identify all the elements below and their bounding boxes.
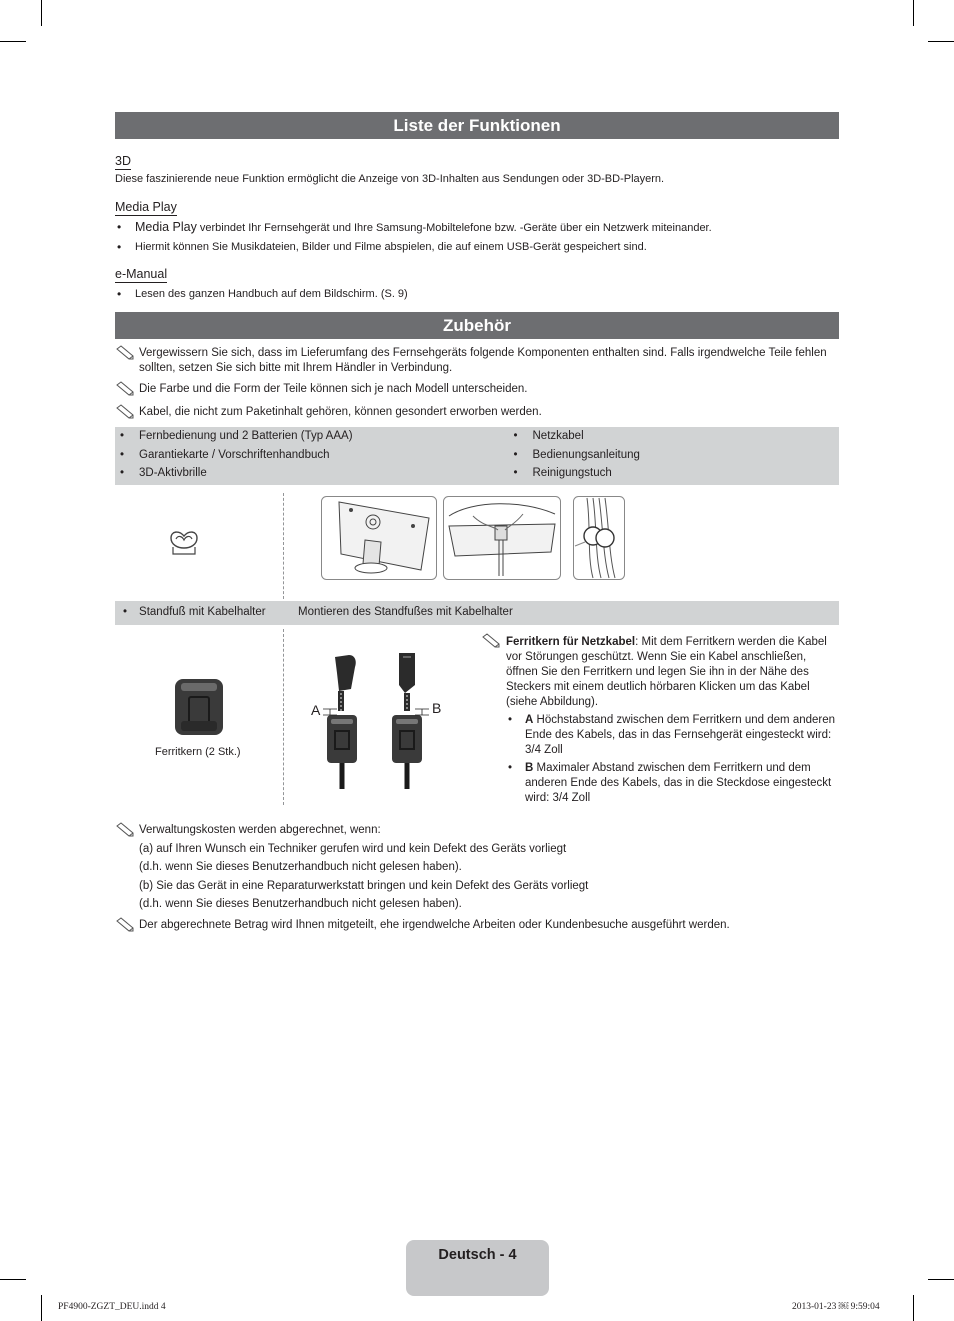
note xyxy=(115,346,839,376)
ferrite-cable-image xyxy=(307,651,447,789)
pencil-note-icon xyxy=(115,345,135,361)
bullet-text: Lesen des ganzen Handbuch auf dem Bildschirm. (S. 9) xyxy=(135,288,408,300)
note-text: Vergewissern Sie sich, dass im Lieferumfang des Fernsehgeräts folgende Komponenten enthalten sind. Falls irgendwelche Teile fehlen sollten, setzen Sie sich bitte mit Ihrem Händler in Verbindung. xyxy=(139,347,827,374)
stand-mount-step3-image xyxy=(573,496,625,580)
list-item xyxy=(115,285,839,304)
divider xyxy=(283,493,284,599)
feature-bullets xyxy=(115,218,839,257)
accessory-col-right xyxy=(446,427,840,483)
stand-label: • Standfuß mit Kabelhalter xyxy=(123,606,266,618)
crop-mark xyxy=(928,1279,954,1280)
feature-e-manual xyxy=(115,257,839,304)
divider xyxy=(283,629,284,805)
list-item: • Reinigungstuch xyxy=(509,464,840,483)
crop-mark xyxy=(0,41,26,42)
ferrite-note xyxy=(481,635,839,710)
ferrite-caption: Ferritkern (2 Stk.) xyxy=(155,745,241,758)
cable-holder-icon xyxy=(166,528,202,560)
stand-caption-row xyxy=(115,601,839,625)
ferrite-title: Ferritkern für Netzkabel xyxy=(506,635,636,648)
bullet-strong: Media Play xyxy=(135,220,197,234)
crop-mark xyxy=(0,1279,26,1280)
costs-section xyxy=(115,823,839,933)
list-item: • Netzkabel xyxy=(509,427,840,446)
feature-title: e-Manual xyxy=(115,267,168,281)
list-item xyxy=(115,218,839,238)
bullet-strong: A xyxy=(525,713,534,726)
feature-media-play xyxy=(115,187,839,257)
list-item: • Garantiekarte / Vorschriftenhandbuch xyxy=(115,446,446,465)
ferrite-bullets xyxy=(481,713,839,806)
list-item xyxy=(115,238,839,257)
note xyxy=(115,918,839,933)
list-item: • Bedienungsanleitung xyxy=(509,446,840,465)
note-text: Der abgerechnete Betrag wird Ihnen mitgeteilt, ehe irgendwelche Arbeiten oder Kundenbesuche ausgeführt werden. xyxy=(139,918,730,931)
feature-bullets xyxy=(115,285,839,304)
stand-illustrations xyxy=(115,493,839,601)
list-item xyxy=(506,761,839,806)
page-content xyxy=(115,112,839,933)
label-b: B xyxy=(432,699,442,716)
feature-title: Media Play xyxy=(115,200,177,214)
ferrite-section xyxy=(115,629,839,811)
accessory-col-left xyxy=(115,427,446,483)
accessory-list xyxy=(115,427,839,485)
bullet-text: Maximaler Abstand zwischen dem Ferritkern und dem anderen Ende des Kabels, das in die Steckdose eingesteckt wird: 3/4 Zoll xyxy=(525,761,832,804)
note-text: Kabel, die nicht zum Paketinhalt gehören, können gesondert erworben werden. xyxy=(139,406,542,418)
note xyxy=(115,823,839,838)
list-item: • Fernbedienung und 2 Batterien (Typ AAA) xyxy=(115,427,446,446)
note-text: Verwaltungskosten werden abgerechnet, wenn: xyxy=(139,823,381,836)
ferrite-core-image xyxy=(173,677,225,737)
page-number-tab: Deutsch - 4 xyxy=(406,1240,549,1296)
footer-file: PF4900-ZGZT_DEU.indd 4 xyxy=(58,1302,166,1312)
feature-3d xyxy=(115,139,839,187)
costs-line: (a) auf Ihren Wunsch ein Techniker gerufen wird und kein Defekt des Geräts vorliegt xyxy=(139,842,567,855)
crop-mark xyxy=(913,0,914,26)
note-text: Die Farbe und die Form der Teile können sich je nach Modell unterscheiden. xyxy=(139,383,528,395)
note xyxy=(115,382,839,397)
feature-desc: Diese faszinierende neue Funktion ermöglicht die Anzeige von 3D-Inhalten aus Sendungen oder 3D-BD-Playern. xyxy=(115,173,665,185)
crop-mark xyxy=(41,0,42,26)
crop-mark xyxy=(41,1295,42,1321)
stand-mount-label: Montieren des Standfußes mit Kabelhalter xyxy=(298,606,513,618)
ferrite-description xyxy=(481,635,839,809)
pencil-note-icon xyxy=(481,633,501,649)
accessories-header: Zubehör xyxy=(115,312,839,339)
feature-title: 3D xyxy=(115,154,131,168)
pencil-note-icon xyxy=(115,917,135,933)
costs-line: (d.h. wenn Sie dieses Benutzerhandbuch nicht gelesen haben). xyxy=(139,861,462,873)
crop-mark xyxy=(928,41,954,42)
bullet-strong: B xyxy=(525,761,534,774)
bullet-text: Hiermit können Sie Musikdateien, Bilder und Filme abspielen, die auf einem USB-Gerät gespeichert sind. xyxy=(135,241,647,253)
pencil-note-icon xyxy=(115,381,135,397)
crop-mark xyxy=(913,1295,914,1321)
stand-label-text: Standfuß mit Kabelhalter xyxy=(139,606,266,618)
list-item xyxy=(506,713,839,758)
note xyxy=(115,405,839,420)
label-a: A xyxy=(311,701,321,718)
bullet-text: Höchstabstand zwischen dem Ferritkern und dem anderen Ende des Kabels, das in das Fernsehgerät eingesteckt wird: 3/4 Zoll xyxy=(525,713,836,756)
stand-mount-step2-image xyxy=(443,496,561,580)
pencil-note-icon xyxy=(115,404,135,420)
costs-line: (b) Sie das Gerät in eine Reparaturwerkstatt bringen und kein Defekt des Geräts vorliegt xyxy=(139,879,589,892)
list-item: • 3D-Aktivbrille xyxy=(115,464,446,483)
features-header: Liste der Funktionen xyxy=(115,112,839,139)
costs-line: (d.h. wenn Sie dieses Benutzerhandbuch nicht gelesen haben). xyxy=(139,898,462,910)
ferrite-desc: : Mit dem Ferritkern werden die Kabel vor Störungen geschützt. Wenn Sie ein Kabel anschließen, öffnen Sie den Ferritkern und legen Sie ihn in der Nähe des Steckers mit einem deutlich hörbaren Klicken um das Kabel (siehe Abbildung). xyxy=(506,635,827,708)
stand-mount-step1-image xyxy=(321,496,437,580)
pencil-note-icon xyxy=(115,822,135,838)
footer-date: 2013-01-23 ￼ 9:59:04 xyxy=(792,1302,880,1312)
bullet-text: verbindet Ihr Fernsehgerät und Ihre Samsung-Mobiltelefone bzw. -Geräte über ein Netzwerk miteinander. xyxy=(196,222,712,234)
